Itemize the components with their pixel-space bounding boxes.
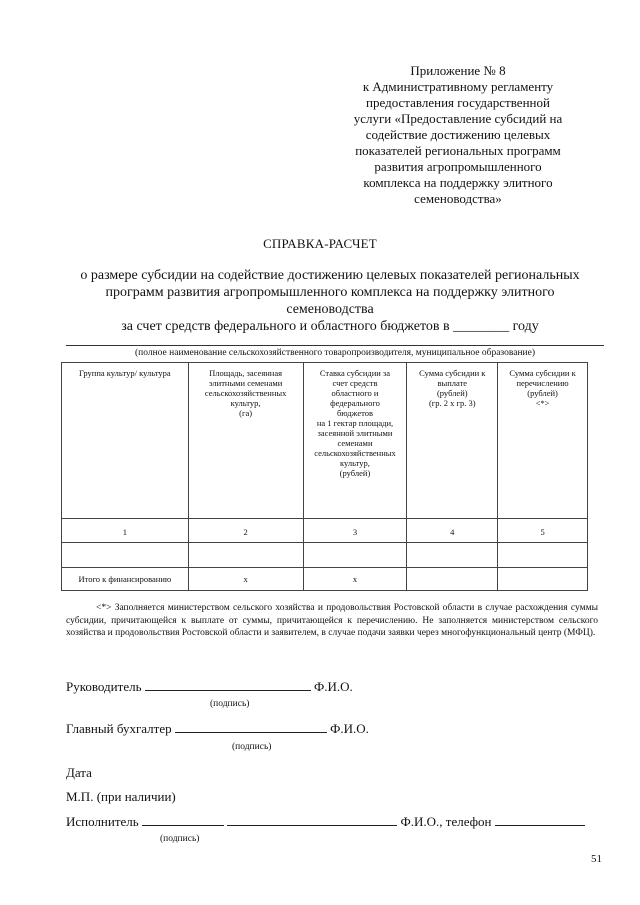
head-fio: Ф.И.О. [314,679,353,694]
table-cell[interactable] [188,543,303,568]
number-cell: 3 [303,519,407,543]
accountant-signature-field[interactable] [175,720,327,733]
table-total-row [62,568,588,591]
header-cell: Сумма субсидии к выплате (рублей) (гр. 2 x гр. 3) [407,363,498,519]
organization-caption: (полное наименование сельскохозяйственного товаропроизводителя, муниципальное образование) [134,348,536,358]
subtitle-line: о размере субсидии на содействие достижению целевых показателей региональных [80,268,580,283]
subtitle-line: за счет средств федерального и областного бюджетов в ________ году [121,319,539,334]
number-cell: 4 [407,519,498,543]
table-header-row [62,363,588,519]
head-signature-line [66,678,353,695]
footnote-text: <*> Заполняется министерством сельского хозяйства и продовольствия Ростовской области в случае расхождения суммы субсидии, причитающейся к выплате от суммы, причитающейся к перечислению. Не заполняется министерством сельского хозяйства и продовольствия Ростовской области и заявителем, в случае подачи заявки через многофункциональный центр (МФЦ). [66,603,598,638]
header-cell: Сумма субсидии к перечислению (рублей) <*> [498,363,588,519]
total-cell: x [303,568,407,591]
table-cell[interactable] [62,543,189,568]
table-number-row [62,519,588,543]
accountant-label: Главный бухгалтер [66,721,172,736]
total-cell: x [188,568,303,591]
executor-line [66,813,585,830]
stamp-label: М.П. (при наличии) [66,789,176,804]
document-subtitle [50,267,610,335]
head-signature-caption: (подпись) [210,699,250,709]
header-cell: Ставка субсидии за счет средств областного и федерального бюджетов на 1 гектар площади, засеянной элитными семенами сельскохозяйственных культур, (рублей) [303,363,407,519]
subtitle-line: семеноводства [286,302,374,317]
header-cell: Площадь, засеянная элитными семенами сельскохозяйственных культур, (га) [188,363,303,519]
accountant-signature-line [66,720,369,737]
number-cell: 5 [498,519,588,543]
executor-name-field[interactable] [227,813,397,826]
footnote [66,602,598,640]
subtitle-line: программ развития агропромышленного комплекса на поддержку элитного [105,285,555,300]
date-label: Дата [66,765,92,780]
appendix-line: предоставления государственной [366,95,550,110]
total-cell[interactable] [407,568,498,591]
table-cell[interactable] [303,543,407,568]
table-row [62,543,588,568]
table-cell[interactable] [498,543,588,568]
executor-label: Исполнитель [66,814,139,829]
accountant-fio: Ф.И.О. [330,721,369,736]
number-cell: 2 [188,519,303,543]
total-cell[interactable] [498,568,588,591]
calculation-table [61,362,588,591]
appendix-line: Приложение № 8 [410,63,506,78]
table-cell[interactable] [407,543,498,568]
executor-phone-field[interactable] [495,813,585,826]
accountant-signature-caption: (подпись) [232,742,272,752]
appendix-line: содействие достижению целевых [365,127,551,142]
total-label-cell: Итого к финансированию [62,568,189,591]
document-title: СПРАВКА-РАСЧЕТ [263,236,377,251]
head-signature-field[interactable] [145,678,311,691]
appendix-line: услуги «Предоставление субсидий на [353,111,563,126]
organization-fill-line[interactable] [66,345,604,346]
appendix-line: к Административному регламенту [362,79,554,94]
executor-fio: Ф.И.О., телефон [400,814,492,829]
appendix-line: показателей региональных программ [355,143,561,158]
header-cell: Группа культур/ культура [62,363,189,519]
number-cell: 1 [62,519,189,543]
appendix-line: семеноводства» [414,191,502,206]
appendix-line: развития агропромышленного [374,159,542,174]
appendix-block [330,63,586,207]
executor-signature-caption: (подпись) [160,834,200,844]
executor-signature-field[interactable] [142,813,224,826]
page-number: 51 [591,853,602,865]
head-label: Руководитель [66,679,142,694]
appendix-line: комплекса на поддержку элитного [363,175,553,190]
